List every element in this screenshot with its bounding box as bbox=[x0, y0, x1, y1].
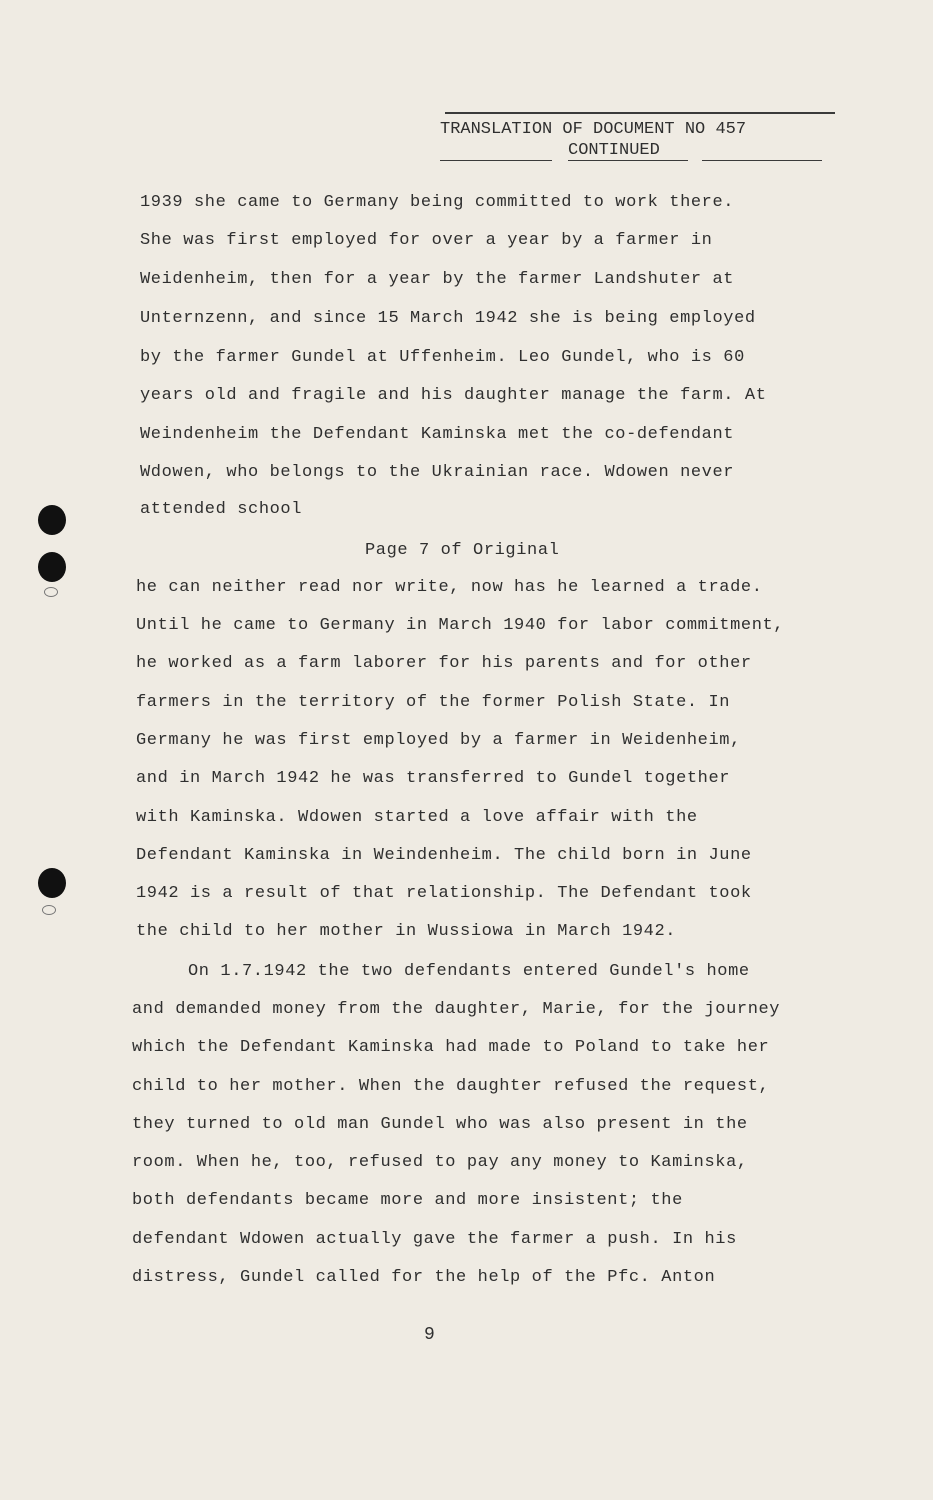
body-line: years old and fragile and his daughter manage the farm. At bbox=[140, 386, 767, 405]
header-title: TRANSLATION OF DOCUMENT NO 457 bbox=[440, 120, 747, 139]
body-line: She was first employed for over a year by a farmer in bbox=[140, 231, 713, 250]
body-line: Until he came to Germany in March 1940 for labor commitment, bbox=[136, 616, 785, 635]
punch-hole-mark bbox=[42, 905, 56, 915]
body-line: Germany he was first employed by a farmer in Weidenheim, bbox=[136, 731, 741, 750]
body-line: he worked as a farm laborer for his parents and for other bbox=[136, 654, 752, 673]
punch-hole bbox=[38, 868, 66, 898]
body-line: 1942 is a result of that relationship. The Defendant took bbox=[136, 884, 752, 903]
body-line: the child to her mother in Wussiowa in March 1942. bbox=[136, 922, 677, 941]
body-line: he can neither read nor write, now has he learned a trade. bbox=[136, 578, 763, 597]
body-line: Weidenheim, then for a year by the farmer Landshuter at bbox=[140, 270, 735, 289]
punch-hole-mark bbox=[44, 587, 58, 597]
body-line: they turned to old man Gundel who was also present in the bbox=[132, 1115, 748, 1134]
body-line: which the Defendant Kaminska had made to Poland to take her bbox=[132, 1038, 770, 1057]
body-line: farmers in the territory of the former Polish State. In bbox=[136, 693, 731, 712]
body-line: and in March 1942 he was transferred to Gundel together bbox=[136, 769, 731, 788]
body-line: child to her mother. When the daughter refused the request, bbox=[132, 1077, 770, 1096]
body-line: 1939 she came to Germany being committed to work there. bbox=[140, 193, 735, 212]
header-rule-bottom-left bbox=[440, 160, 552, 161]
body-line: Defendant Kaminska in Weindenheim. The child born in June bbox=[136, 846, 752, 865]
header-rule-bottom-mid bbox=[568, 160, 688, 161]
page-number: 9 bbox=[424, 1325, 435, 1345]
body-line: both defendants became more and more insistent; the bbox=[132, 1191, 683, 1210]
original-page-reference: Page 7 of Original bbox=[365, 541, 560, 560]
body-line: defendant Wdowen actually gave the farmer a push. In his bbox=[132, 1230, 737, 1249]
body-line: distress, Gundel called for the help of the Pfc. Anton bbox=[132, 1268, 716, 1287]
body-line: room. When he, too, refused to pay any money to Kaminska, bbox=[132, 1153, 748, 1172]
header-rule-bottom-right bbox=[702, 160, 822, 161]
body-line: On 1.7.1942 the two defendants entered Gundel's home bbox=[188, 962, 750, 981]
body-line: by the farmer Gundel at Uffenheim. Leo Gundel, who is 60 bbox=[140, 348, 745, 367]
punch-hole bbox=[38, 505, 66, 535]
body-line: Wdowen, who belongs to the Ukrainian race. Wdowen never bbox=[140, 463, 735, 482]
body-line: with Kaminska. Wdowen started a love affair with the bbox=[136, 808, 698, 827]
body-line: attended school bbox=[140, 500, 303, 519]
header-subtitle: CONTINUED bbox=[568, 141, 660, 160]
header-rule-top bbox=[445, 112, 835, 114]
body-line: and demanded money from the daughter, Marie, for the journey bbox=[132, 1000, 781, 1019]
body-line: Unternzenn, and since 15 March 1942 she is being employed bbox=[140, 309, 756, 328]
body-line: Weindenheim the Defendant Kaminska met the co-defendant bbox=[140, 425, 735, 444]
punch-hole bbox=[38, 552, 66, 582]
